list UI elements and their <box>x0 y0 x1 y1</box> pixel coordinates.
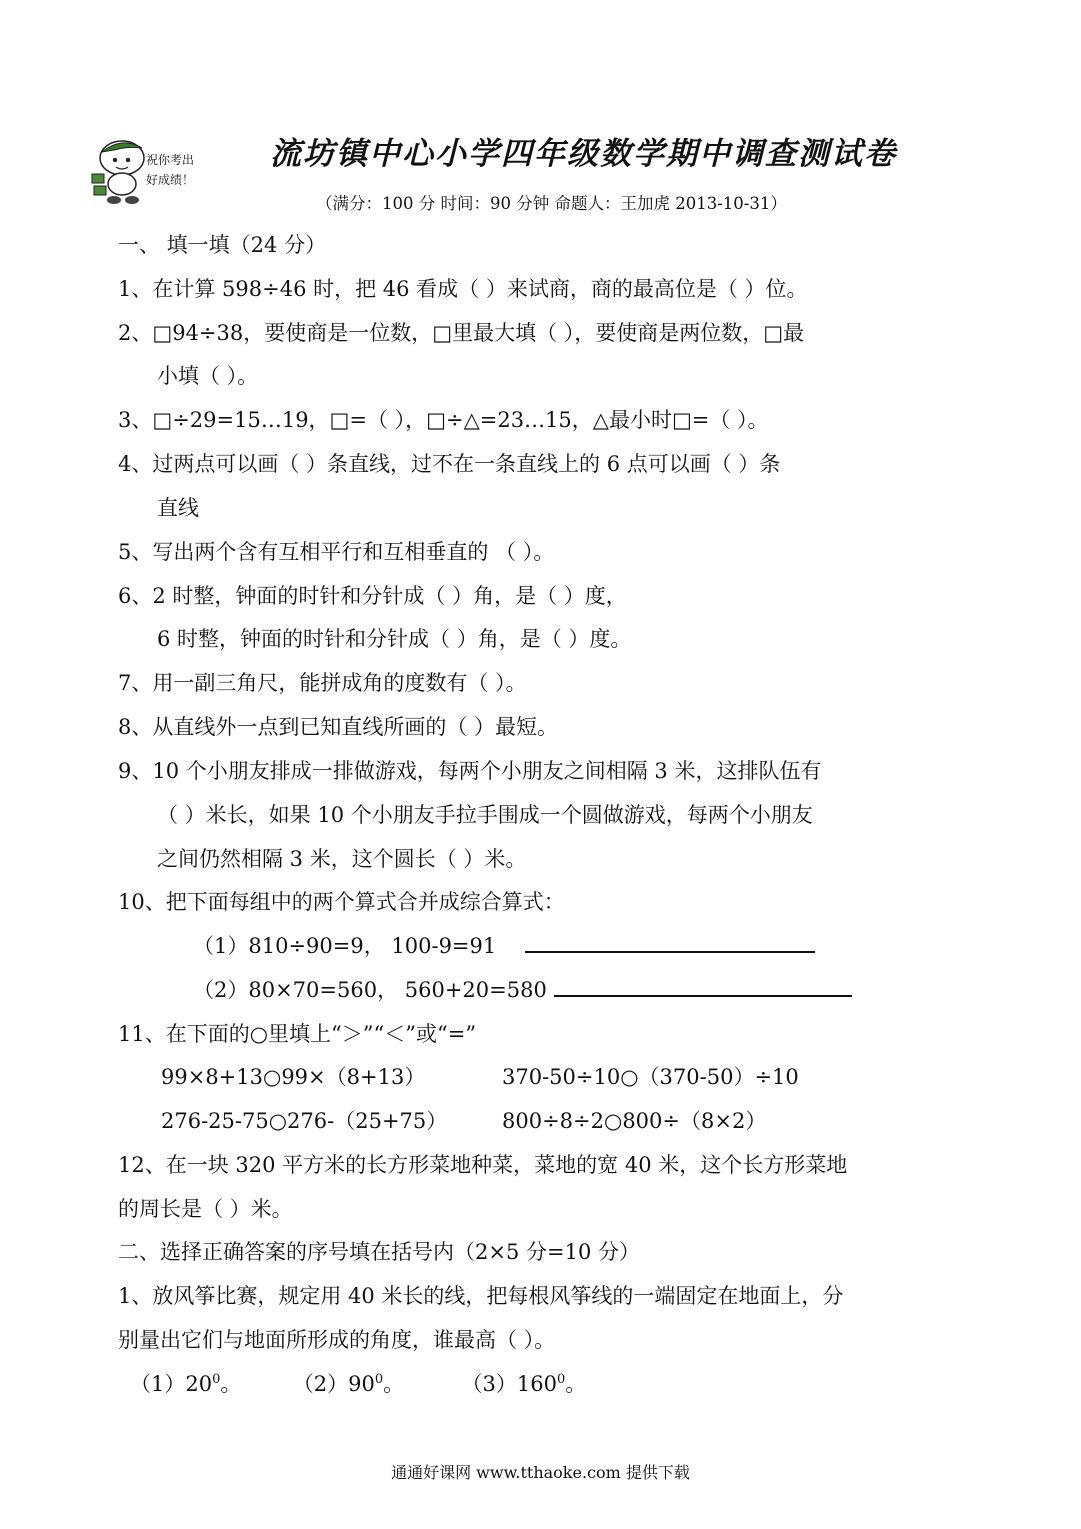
question-1-11-d: 800÷8÷2○800÷（8×2） <box>502 1109 767 1133</box>
question-1-4-line-1: 4、过两点可以画（ ）条直线，过不在一条直线上的 6 点可以画（ ）条 <box>118 452 781 476</box>
question-1-11-b: 370-50÷10○（370-50）÷10 <box>502 1065 799 1089</box>
option-1-dot: 。 <box>220 1372 242 1396</box>
mascot-caption <box>146 150 194 190</box>
question-1-6-line-1: 6、2 时整，钟面的时针和分针成（ ）角，是（ ）度， <box>118 584 627 608</box>
option-3-degree: 0 <box>556 1372 566 1387</box>
question-1-6-line-2: 6 时整，钟面的时针和分针成（ ）角，是（ ）度。 <box>157 627 632 651</box>
option-2-degree: 0 <box>374 1372 384 1387</box>
footer-source: 通通好课网 www.tthaoke.com 提供下载 <box>391 1463 690 1482</box>
option-3-dot: 。 <box>565 1372 587 1396</box>
question-1-9-line-2: （ ）米长，如果 10 个小朋友手拉手围成一个圆做游戏，每两个小朋友 <box>157 803 813 827</box>
question-2-1-options <box>130 1368 586 1398</box>
question-1-9-line-1: 9、10 个小朋友排成一排做游戏，每两个小朋友之间相隔 3 米，这排队伍有 <box>118 759 822 783</box>
question-1-2-line-1: 2、□94÷38，要使商是一位数，□里最大填（ ），要使商是两位数，□最 <box>118 321 805 345</box>
question-1-10-part-1 <box>193 930 815 960</box>
section-1-heading: 一、 填一填（24 分） <box>118 233 327 257</box>
question-1-8: 8、从直线外一点到已知直线所画的（ ）最短。 <box>118 715 559 739</box>
question-1-5: 5、写出两个含有互相平行和互相垂直的 （ ）。 <box>118 540 555 564</box>
question-1-10-part-1-text: （1）810÷90=9， 100-9=91 <box>193 934 497 958</box>
option-2 <box>293 1372 404 1396</box>
option-2-dot: 。 <box>383 1372 405 1396</box>
question-1-10-part-2-text: （2）80×70=560， 560+20=580 <box>193 978 547 1002</box>
exam-info: （满分：100 分 时间：90 分钟 命题人：王加虎 2013-10-31） <box>316 194 787 213</box>
option-1-text: （1）20 <box>130 1372 213 1396</box>
question-1-10-part-2 <box>193 974 852 1004</box>
question-2-1-line-2: 别量出它们与地面所形成的角度，谁最高（ ）。 <box>118 1328 556 1352</box>
mascot-caption-line-1: 祝你考出 <box>146 153 195 167</box>
answer-line-2 <box>554 979 852 997</box>
option-2-text: （2）90 <box>292 1372 375 1396</box>
option-3 <box>462 1372 587 1396</box>
question-1-3: 3、□÷29=15…19，□=（ ），□÷△=23…15，△最小时□=（ ）。 <box>118 408 769 432</box>
option-1-degree: 0 <box>212 1372 221 1387</box>
question-1-10: 10、把下面每组中的两个算式合并成综合算式： <box>118 890 565 914</box>
question-1-11-c: 276-25-75○276-（25+75） <box>161 1109 448 1133</box>
option-3-text: （3）160 <box>461 1372 557 1396</box>
option-1 <box>130 1372 241 1396</box>
question-1-9-line-3: 之间仍然相隔 3 米，这个圆长（ ）米。 <box>157 847 527 871</box>
question-1-4-line-2: 直线 <box>157 496 199 520</box>
question-1-7: 7、用一副三角尺，能拼成角的度数有（ ）。 <box>118 671 527 695</box>
answer-line-1 <box>525 935 815 953</box>
question-1-1: 1、在计算 598÷46 时，把 46 看成（ ）来试商，商的最高位是（ ）位。 <box>118 277 808 301</box>
question-1-12-line-1: 12、在一块 320 平方米的长方形菜地种菜，菜地的宽 40 米，这个长方形菜地 <box>118 1153 848 1177</box>
question-2-1-line-1: 1、放风筝比赛，规定用 40 米长的线，把每根风筝线的一端固定在地面上，分 <box>118 1284 844 1308</box>
question-1-2-line-2: 小填（ ）。 <box>157 364 259 388</box>
question-1-11: 11、在下面的○里填上“＞”“＜”或“=” <box>118 1022 477 1046</box>
question-1-12-line-2: 的周长是（ ）米。 <box>118 1197 293 1221</box>
page-title: 流坊镇中心小学四年级数学期中调查测试卷 <box>270 136 897 172</box>
section-2-heading: 二、选择正确答案的序号填在括号内（2×5 分=10 分） <box>118 1240 640 1264</box>
mascot-caption-line-2: 好成绩！ <box>146 173 195 187</box>
question-1-11-a: 99×8+13○99×（8+13） <box>161 1065 426 1089</box>
